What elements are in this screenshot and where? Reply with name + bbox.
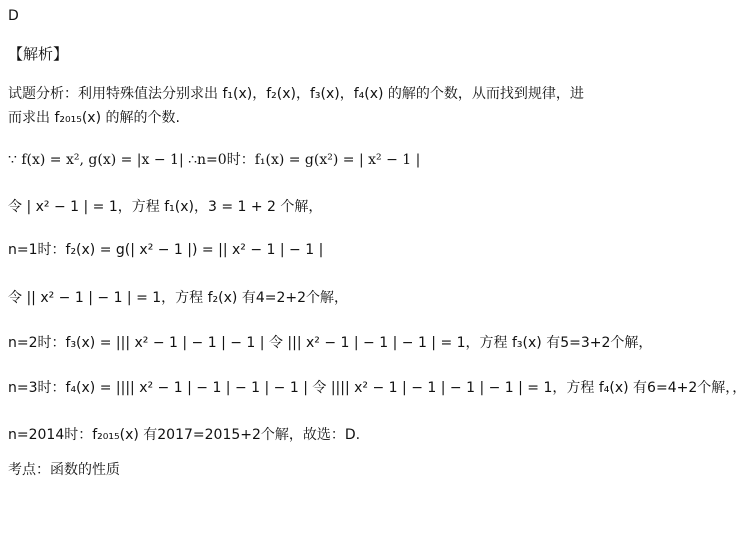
n3-line: n=3时：f₄(x) = |||| x² − 1 | − 1 | − 1 | − 1 | 令 |||| x² − 1 | − 1 | − 1 | − 1 | = 1，方程 f₄(x) 有6=4+2个解，， (8, 380, 746, 396)
n2-line: n=2时：f₃(x) = ||| x² − 1 | − 1 | − 1 | 令 ||| x² − 1 | − 1 | − 1 | = 1，方程 f₃(x) 有5=3+2个解， (8, 335, 653, 351)
n0-solutions-line: 令 | x² − 1 | = 1，方程 f₁(x)，3 = 1 + 2 个解， (8, 199, 323, 215)
answer-text: D (8, 8, 19, 24)
n1-definition-line: n=1时：f₂(x) = g(| x² − 1 |) = || x² − 1 | − 1 | (8, 242, 324, 258)
analysis-header: 【解析】 (8, 45, 69, 63)
analysis-line-1: 试题分析：利用特殊值法分别求出 f₁(x)，f₂(x)，f₃(x)，f₄(x) 的解的个数，从而找到规律，进 (8, 86, 584, 102)
n1-solutions-line: 令 || x² − 1 | − 1 | = 1，方程 f₂(x) 有4=2+2个解， (8, 290, 349, 306)
n2014-line: n=2014时：f₂₀₁₅(x) 有2017=2015+2个解，故选：D. (8, 427, 361, 443)
given-functions-line: ∵ f(x) = x², g(x) = |x − 1| ∴n=0时：f₁(x) = g(x²) = | x² − 1 | (8, 152, 421, 168)
kaodian-line: 考点：函数的性质 (8, 462, 120, 478)
analysis-line-2: 而求出 f₂₀₁₅(x) 的解的个数. (8, 110, 180, 126)
